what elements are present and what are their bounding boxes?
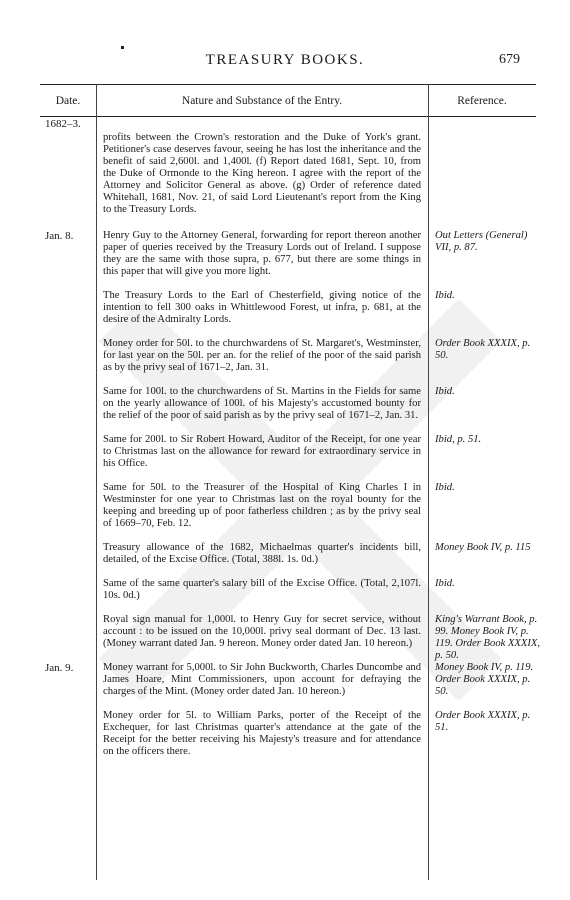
- entry-reference: Ibid.: [435, 290, 455, 301]
- entry-text: Treasury allowance of the 1682, Michaelmas quarter's incidents bill, detailed, of the Excise Office. (Total, 388l. 1s. 0d.): [103, 542, 421, 565]
- page-header: [0, 52, 570, 72]
- entry: [40, 662, 536, 698]
- entry: [40, 482, 536, 530]
- entry-text: The Treasury Lords to the Earl of Chesterfield, giving notice of the intention to fell 300 oaks in Whittlewood Forest, ut infra, p. 681, at the desire of the Admiralty Lords.: [103, 290, 421, 325]
- entry-text: Henry Guy to the Attorney General, forwarding for report thereon another paper of queries received by the Treasury Lords out of Ireland. I suppose they are the same with those supra, p. 677, but there are some things in this paper that will give you more light.: [103, 230, 421, 277]
- entry-reference: Money Book IV, p. 119. Order Book XXXIX, p. 50.: [435, 662, 534, 697]
- table-header-rule: [40, 116, 536, 117]
- running-title: TREASURY BOOKS.: [205, 52, 365, 68]
- entry-reference: Ibid.: [435, 578, 455, 589]
- entry-text: Money order for 5l. to William Parks, porter of the Receipt of the Exchequer, for last Christmas quarter's attendance at the gate of the Receipt for the better receiving his Majesty's treasure and for attendance on the officers there.: [103, 710, 421, 757]
- column-header-date: Date.: [55, 95, 81, 107]
- entry: [40, 338, 536, 374]
- entry-text: Same for 100l. to the churchwardens of St. Martins in the Fields for same on the yearly allowance of 100l. of his Majesty's accustomed bounty for the relief of the poor of said parish as by the privy seal of 1671–2, Jan. 31.: [103, 386, 421, 421]
- entry-text: Money order for 50l. to the churchwardens of St. Margaret's, Westminster, for last year on the 50l. per an. for the relief of the poor of the said parish as by the privy seal of 1671–2, Jan. 31.: [103, 338, 421, 373]
- entry: [40, 578, 536, 602]
- entries-list: [40, 118, 541, 758]
- entry-reference: Out Letters (General) VII, p. 87.: [435, 230, 528, 253]
- entry: [40, 542, 536, 566]
- entry-date: Jan. 9.: [45, 662, 74, 674]
- entry-reference: Order Book XXXIX, p. 50.: [435, 338, 531, 361]
- entry: [40, 290, 536, 326]
- entry-text: Same for 50l. to the Treasurer of the Hospital of King Charles I in Westminster for one year to Christmas last on the royal bounty for the keeping and breeding up of poor fatherless children ; as by the privy seal of 1669–70, Feb. 12.: [103, 482, 421, 529]
- entry-text: profits between the Crown's restoration and the Duke of York's grant. Petitioner's case deserves favour, seeing he has lost the inheritance and the benefit of said 2,600l. and 1,400l. (f) Report dated 1681, Sept. 10, from the Duke of Ormonde to the King hereon. I agree with the report of the Attorney and Solicitor General as above. (g) Order of reference dated Whitehall, 1681, Nov. 21, of said Lord Lieutenant's report from the King to the Treasury Lords.: [103, 132, 421, 215]
- entry: [40, 230, 536, 278]
- column-header-nature: Nature and Substance of the Entry.: [181, 95, 343, 107]
- entry-text: Same of the same quarter's salary bill of the Excise Office. (Total, 2,107l. 10s. 0d.): [103, 578, 421, 601]
- column-header-reference: Reference.: [457, 95, 507, 107]
- entry: [40, 118, 536, 216]
- entry-reference: Ibid.: [435, 482, 455, 493]
- entry-date: 1682–3.: [45, 118, 81, 130]
- entry: [40, 386, 536, 422]
- table-top-rule: [40, 84, 536, 85]
- page-number: 679: [499, 52, 520, 67]
- entry: [40, 710, 536, 758]
- entry-reference: Ibid, p. 51.: [435, 434, 482, 445]
- print-mark: [121, 46, 124, 49]
- entry-reference: King's Warrant Book, p. 99. Money Book IV, p. 119. Order Book XXXIX, p. 50.: [435, 614, 541, 661]
- entry-text: Money warrant for 5,000l. to Sir John Buckworth, Charles Duncombe and James Hoare, Mint Commissioners, upon account for defraying the charges of the Mint. (Money order dated Jan. 10 hereon.): [103, 662, 421, 697]
- entry: [40, 614, 541, 661]
- entry-reference: Ibid.: [435, 386, 455, 397]
- entry-date: Jan. 8.: [45, 230, 74, 242]
- entry: [40, 434, 536, 470]
- entry-reference: Order Book XXXIX, p. 51.: [435, 710, 531, 733]
- entry-reference: Money Book IV, p. 115: [435, 542, 531, 553]
- entry-text: Royal sign manual for 1,000l. to Henry Guy for secret service, without account : to be issued on the 10,000l. privy seal dormant of Dec. 13 last. (Money warrant dated Jan. 9 hereon. Money order dated Jan. 10 hereon.): [103, 614, 421, 649]
- entry-text: Same for 200l. to Sir Robert Howard, Auditor of the Receipt, for one year to Christmas last on the allowance for reward for extraordinary service in his Office.: [103, 434, 421, 469]
